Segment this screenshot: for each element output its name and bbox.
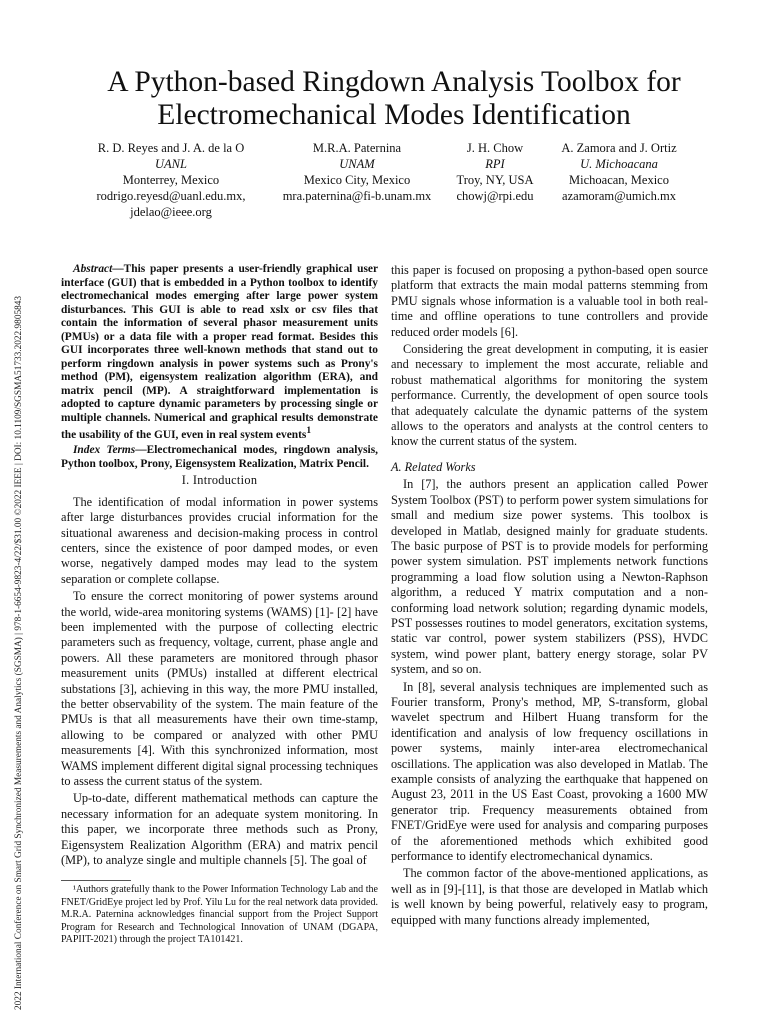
abstract-label: Abstract	[73, 263, 113, 275]
author-email: chowj@rpi.edu	[456, 189, 534, 203]
paragraph: this paper is focused on proposing a python-based open source platform that extracts the main modal patterns stemming from PMU signals whose information is a valuable tool in both real-time and offline operations to tune controllers and provide reduced order models [6].	[391, 263, 708, 339]
author-location: Michoacan, Mexico	[569, 173, 669, 187]
left-column	[61, 263, 378, 948]
footnote: ¹Authors gratefully thank to the Power Information Technology Lab and the FNET/GridEye project led by Prof. Yilu Lu for the real network data provided. M.R.A. Paternina acknowledges financial support from the Project Support Program for Research and Technological Innovation of UNAM (DGAPA, PAPIIT-2021) through the project TA101421.	[61, 884, 378, 946]
author-location: Troy, NY, USA	[456, 173, 534, 187]
author-names: M.R.A. Paternina	[312, 141, 402, 155]
index-terms-text: —Electromechanical modes, ringdown analysis, Python toolbox, Prony, Eigensystem Realization, Matrix Pencil.	[61, 444, 378, 470]
author-email: mra.paternina@fi-b.unam.mx	[282, 189, 432, 203]
author-affiliation: U. Michoacana	[580, 157, 658, 171]
author-names: A. Zamora and J. Ortiz	[561, 141, 677, 155]
abstract	[61, 263, 378, 442]
abstract-text: —This paper presents a user-friendly graphical user interface (GUI) that is embedded in a Python toolbox to identify electromechanical modes emerging after large power system disturbances. This GUI is able to read xslx or csv files that contain the information of several phasor measurement units (PMUs) or a data file with a proper read format. Besides this GUI incorporates three well-known methods that stand out to perform ringdown analysis in power systems such as Prony's method (PM), eigensystem realization algorithm (ERA), and matrix pencil (MP). A straightforward implementation is adopted to capture dynamic parameters by processing single or multiple channels. Numerical and graphical results demonstrate the usability of the GUI, even in real system events	[61, 263, 378, 441]
author-email: jdelao@ieee.org	[130, 205, 212, 219]
right-column	[391, 263, 708, 930]
author-names: J. H. Chow	[466, 141, 524, 155]
paragraph: In [7], the authors present an application called Power System Toolbox (PST) to perform power system simulations for small and medium size power systems. This toolbox is developed in Matlab, designed mainly for graduate students. The basic purpose of PST is to provide models for performing power system simulation. PST implements network functions programming a load flow solution using a Newton-Raphson algorithm, a reduced Y matrix computation and a non-conforming load network solution; regarding dynamic models, PST possesses routines to model generators, excitation systems, static var control, power system stabilizers (PSS), HVDC system, wind power plant, battery energy storage, solar PV system, and so on.	[391, 477, 708, 677]
author-block-4	[546, 140, 692, 204]
author-email: azamoram@umich.mx	[562, 189, 676, 203]
paragraph: Considering the great development in computing, it is easier and necessary to implement the most accurate, reliable and robust mathematical algorithms for monitoring the system performance. Currently, the development of open source tools that adequately calculate the dynamic patterns of the system allows to the operators and analysts at the control centers to know the current status of the system.	[391, 342, 708, 449]
index-terms-label: Index Terms	[73, 444, 136, 457]
author-location: Monterrey, Mexico	[122, 173, 220, 187]
author-block-3	[440, 140, 550, 204]
footnote-mark: 1	[306, 426, 312, 436]
paragraph: The common factor of the above-mentioned applications, as well as in [9]-[11], is that those are developed in Matlab which is well known by being powerful, relatively easy to program, equipped with many functions already implemented,	[391, 866, 708, 927]
author-block-2	[272, 140, 442, 204]
author-affiliation: UANL	[155, 157, 187, 171]
author-names: R. D. Reyes and J. A. de la O	[97, 141, 245, 155]
author-affiliation: UNAM	[339, 157, 375, 171]
author-affiliation: RPI	[485, 157, 505, 171]
author-location: Mexico City, Mexico	[303, 173, 411, 187]
paragraph: In [8], several analysis techniques are implemented such as Fourier transform, Prony's method, MP, S-transform, global wavelet spectrum and Hilbert Huang transform for the identification and analysis of low frequency oscillations in power systems, mainly inter-area electromechanical oscillations. The application was also developed in Matlab. The example consists of analyzing the earthquake that happened on August 23, 2011 in the US East Coast, provoking a 1600 MW generator trip. Frequency measurements obtained from FNET/GridEye were used for analysis and comparing purposes of the aforementioned methods which exhibited good performance to identify electromechanical dynamics.	[391, 679, 708, 864]
section-heading-introduction: I. Introduction	[181, 473, 258, 488]
paragraph: To ensure the correct monitoring of power systems around the world, wide-area monitoring systems (WAMS) [1]- [2] have been implemented with the purpose of collecting electric parameters such as frequency, voltage, current, phase angle and powers. All these parameters are monitored through phasor measurement units (PMUs) installed at different electrical substations [3], achieving in this way, the more PMU installed, the better observability of the system. The main feature of the PMUs is that all measurements have their own time-stamp, allowing to be compared or analyzed with other PMU measurements [4]. With this synchronized information, most WAMS implement different digital signal processing techniques to assess the current status of the system.	[61, 589, 378, 789]
footnote-divider	[61, 880, 131, 881]
author-block-1	[66, 140, 276, 220]
author-email: rodrigo.reyesd@uanl.edu.mx,	[96, 189, 246, 203]
conference-sidebar: 2022 International Conference on Smart Grid Synchronized Measurements and Analytics (SGSMA) | 978-1-6654-9823-4/22/$31.00 ©2022 IEEE | DOI: 10.1109/SGSMA51733.2022.9805843	[14, 295, 24, 1010]
paragraph: Up-to-date, different mathematical methods can capture the necessary information for an adequate system monitoring. In this paper, we incorporate three methods such as Prony, Eigensystem Realization Algorithm (ERA) and matrix pencil (MP), to analyze single and multiple channels [5]. The goal of	[61, 791, 378, 868]
paragraph: The identification of modal information in power systems after large disturbances provides crucial information for the situational awareness and decision-making process in control centers, since the existence of poor damped modes, or even worse, negatively damped modes may lead to the system separation or complete collapse.	[61, 494, 378, 586]
paper-title: A Python-based Ringdown Analysis Toolbox for Electromechanical Modes Identification	[107, 66, 681, 131]
index-terms	[61, 444, 378, 471]
subsection-heading-related-works: A. Related Works	[391, 459, 476, 474]
